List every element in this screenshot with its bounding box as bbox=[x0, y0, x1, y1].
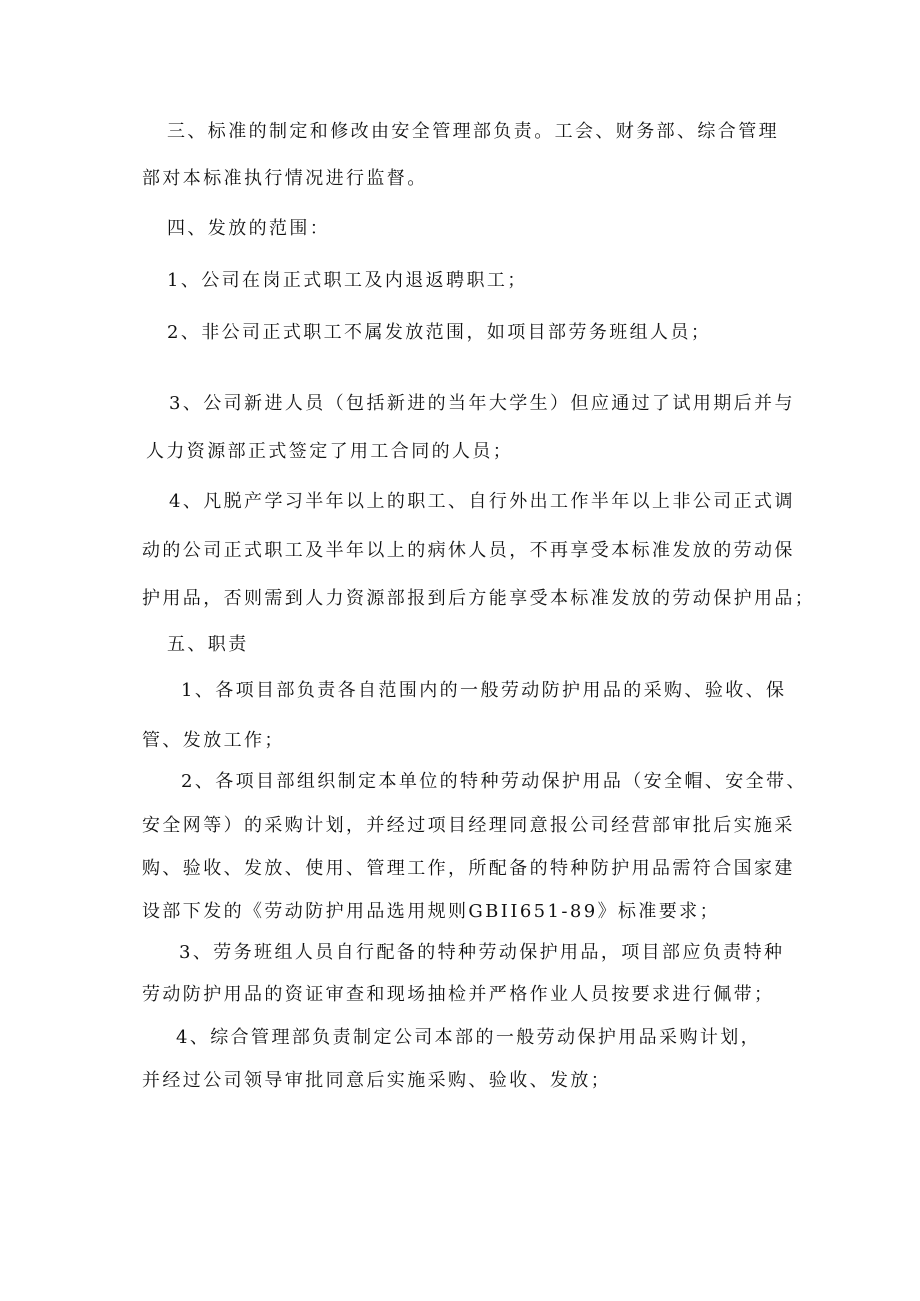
section4-item4-line2: 动的公司正式职工及半年以上的病休人员，不再享受本标准发放的劳动保 bbox=[142, 540, 795, 561]
section5-heading: 五、职责 bbox=[167, 634, 249, 655]
section5-item2-line3: 购、验收、发放、使用、管理工作，所配备的特种防护用品需符合国家建 bbox=[142, 858, 795, 879]
section3-line1: 三、标准的制定和修改由安全管理部负责。工会、财务部、综合管理 bbox=[167, 121, 779, 142]
section5-item4-line1: 4、综合管理部负责制定公司本部的一般劳动保护用品采购计划， bbox=[176, 1027, 762, 1048]
section5-item3-line1: 3、劳务班组人员自行配备的特种劳动保护用品，项目部应负责特种 bbox=[179, 942, 785, 963]
section4-item4-line1: 4、凡脱产学习半年以上的职工、自行外出工作半年以上非公司正式调 bbox=[169, 491, 795, 512]
section5-item2-line4: 设部下发的《劳动防护用品选用规则GBII651-89》标准要求； bbox=[142, 901, 720, 922]
section4-item4-line3: 护用品，否则需到人力资源部报到后方能享受本标准发放的劳动保护用品； bbox=[142, 588, 816, 609]
section4-heading: 四、发放的范围： bbox=[167, 218, 331, 239]
section4-item3-line2: 人力资源部正式签定了用工合同的人员； bbox=[146, 441, 514, 462]
section4-item3-line1: 3、公司新进人员（包括新进的当年大学生）但应通过了试用期后并与 bbox=[169, 393, 795, 414]
section5-item2-line2: 安全网等）的采购计划，并经过项目经理同意报公司经营部审批后实施采 bbox=[142, 815, 795, 836]
section4-item2: 2、非公司正式职工不属发放范围，如项目部劳务班组人员； bbox=[167, 322, 712, 343]
section5-item1-line1: 1、各项目部负责各自范围内的一般劳动防护用品的采购、验收、保 bbox=[181, 680, 787, 701]
section5-item1-line2: 管、发放工作； bbox=[142, 730, 285, 751]
section5-item3-line2: 劳动防护用品的资证审查和现场抽检并严格作业人员按要求进行佩带； bbox=[142, 984, 775, 1005]
section5-item2-line1: 2、各项目部组织制定本单位的特种劳动保护用品（安全帽、安全带、 bbox=[181, 771, 807, 792]
section4-item1: 1、公司在岗正式职工及内退返聘职工； bbox=[167, 270, 528, 291]
section3-line2: 部对本标准执行情况进行监督。 bbox=[142, 168, 428, 189]
section5-item4-line2: 并经过公司领导审批同意后实施采购、验收、发放； bbox=[142, 1070, 612, 1091]
